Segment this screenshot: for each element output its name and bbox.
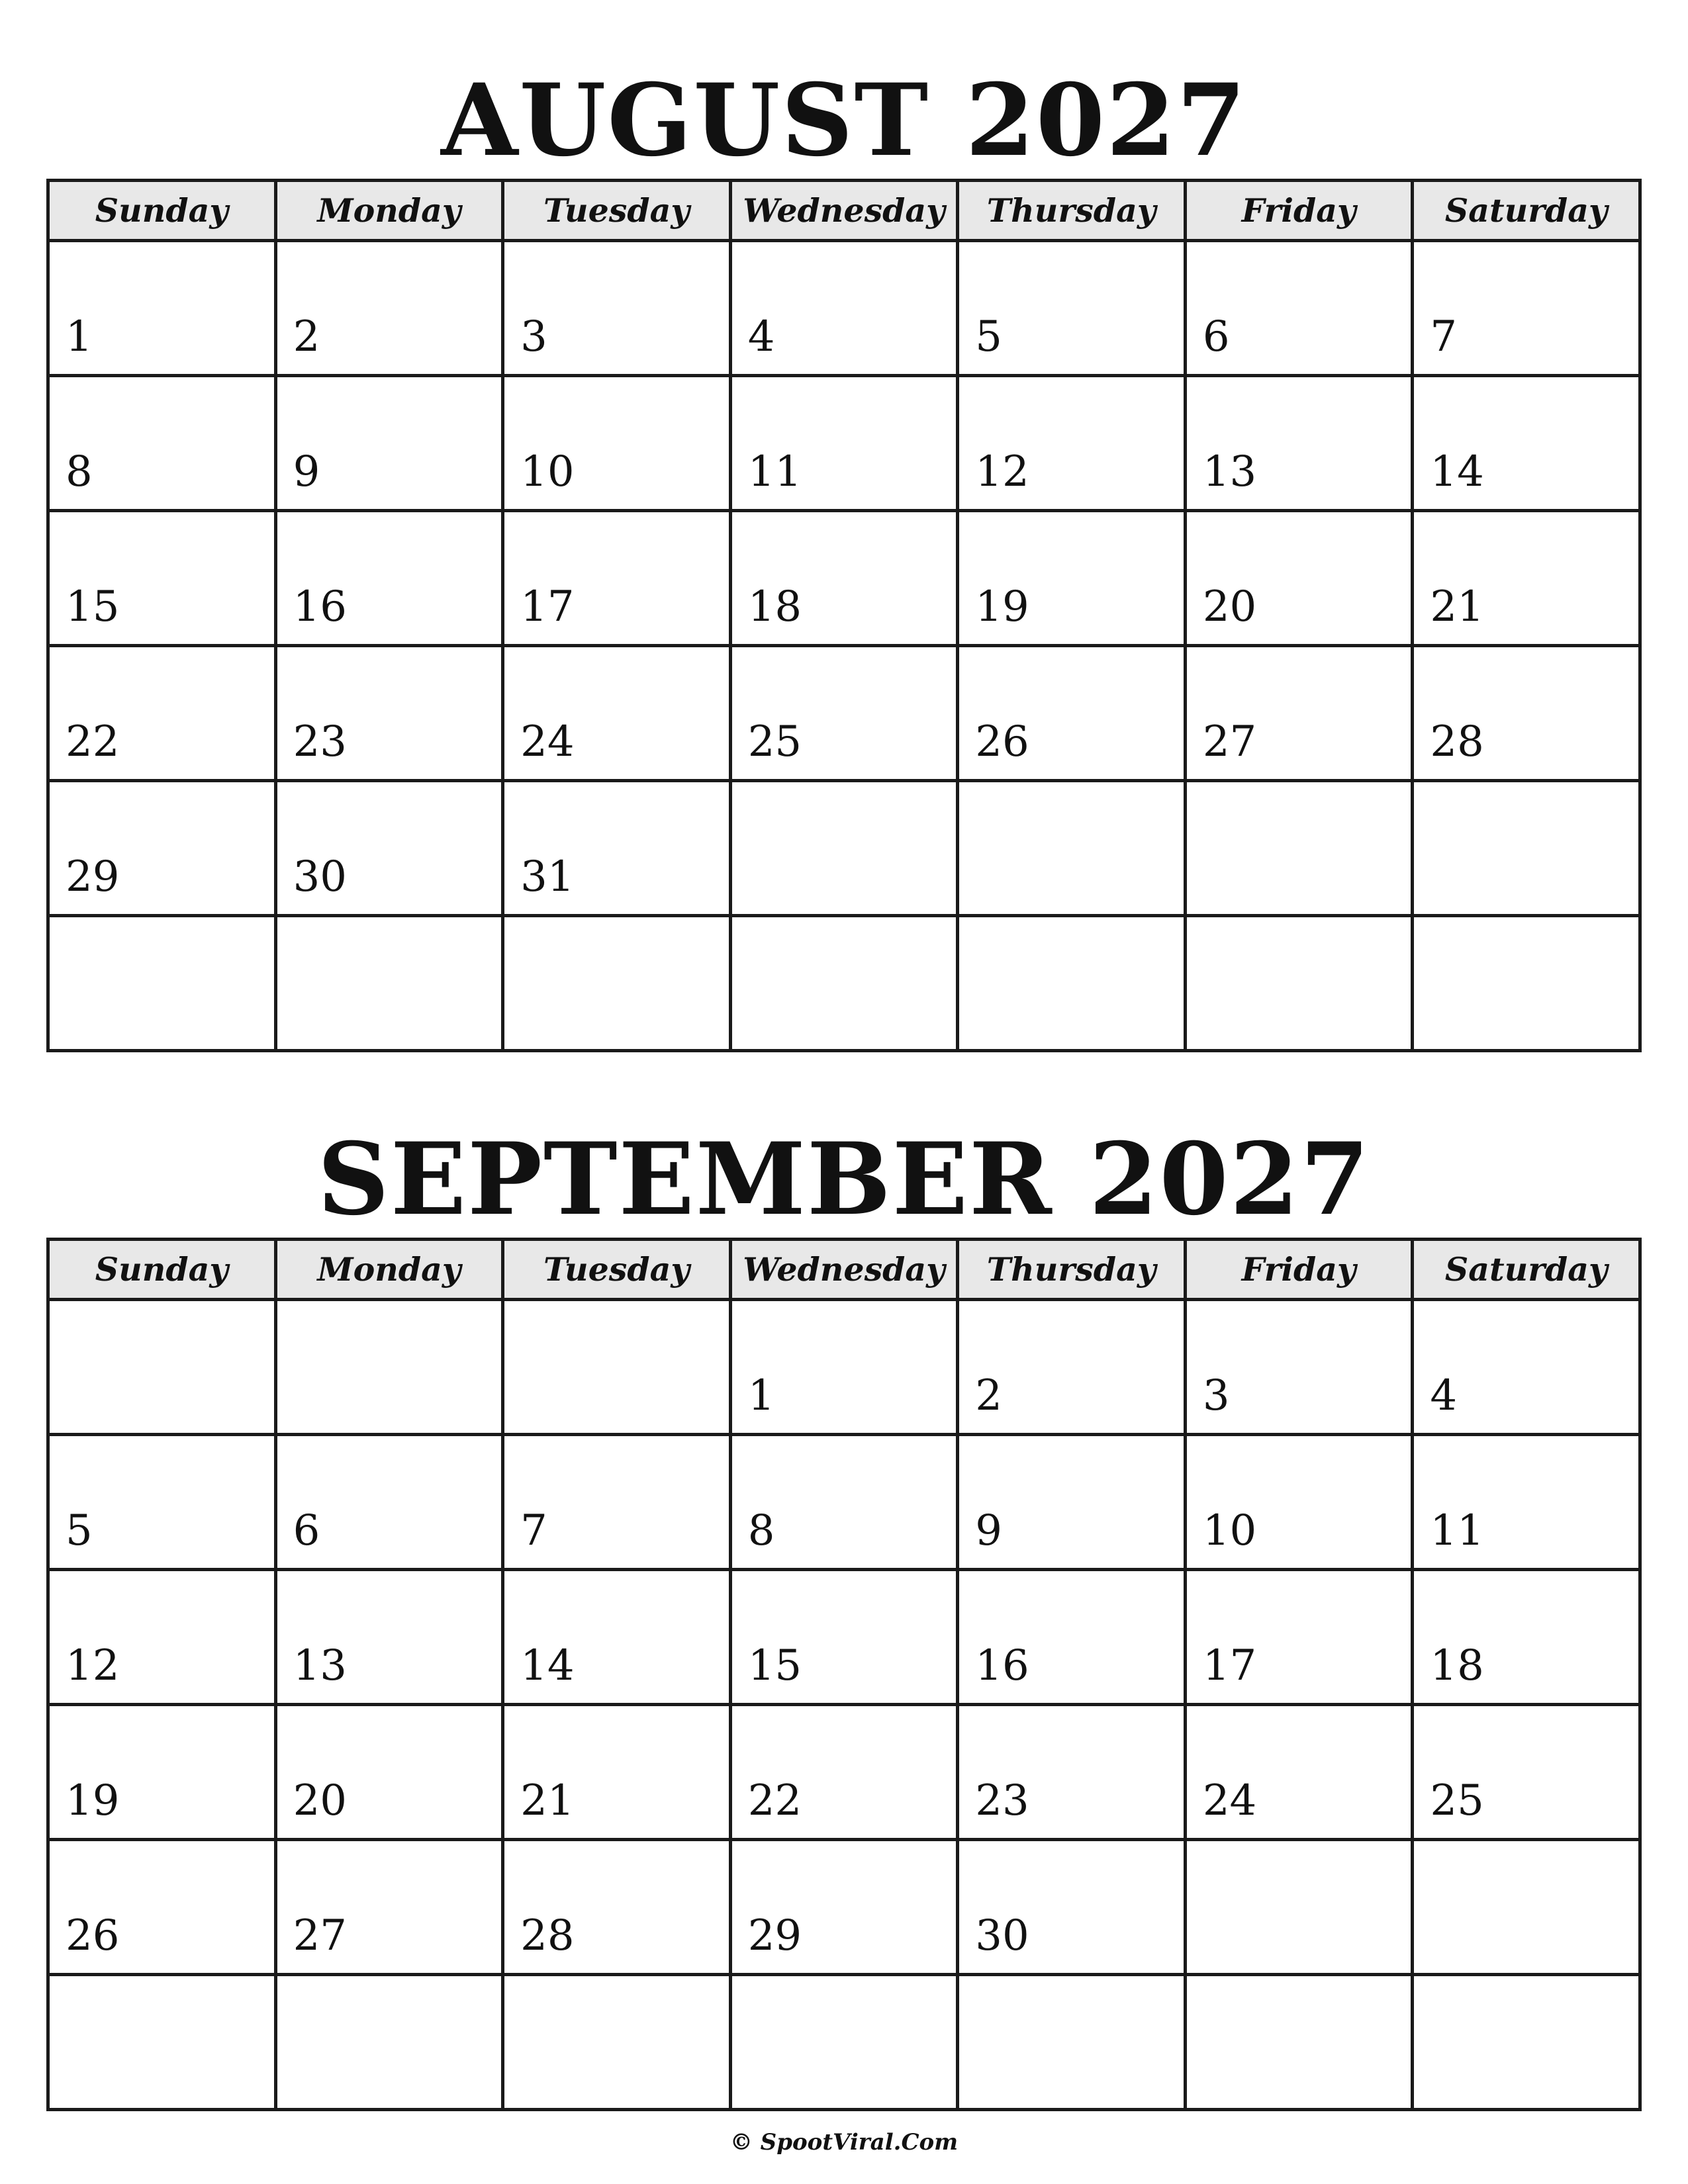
day-cell: [503, 916, 731, 1051]
day-number: 27: [293, 1911, 347, 1960]
day-number: 7: [520, 1506, 547, 1555]
month-title: AUGUST 2027: [441, 62, 1247, 179]
day-cell: [958, 1300, 1186, 1435]
day-cell: [48, 646, 276, 781]
day-number: 22: [66, 717, 120, 766]
day-cell: [48, 1300, 276, 1435]
day-number: 6: [293, 1506, 320, 1555]
day-cell: [730, 1570, 958, 1705]
day-number: [277, 2092, 502, 2108]
week-row: [48, 1975, 1640, 2110]
day-cell: [275, 1300, 503, 1435]
weeks: [48, 241, 1640, 1051]
day-number: 28: [1430, 717, 1484, 766]
day-number: 20: [293, 1776, 347, 1825]
day-cell: [48, 1570, 276, 1705]
weekday-header: Sunday: [48, 181, 276, 241]
day-cell: [1413, 241, 1640, 376]
day-number: 19: [975, 582, 1029, 631]
day-number: 28: [520, 1911, 575, 1960]
weekday-header: Tuesday: [503, 181, 731, 241]
day-cell: [1185, 781, 1413, 916]
day-cell: [958, 241, 1186, 376]
day-number: 30: [975, 1911, 1029, 1960]
day-cell: [958, 511, 1186, 646]
day-number: 2: [975, 1371, 1002, 1420]
weekday-header: Wednesday: [730, 1240, 958, 1300]
day-number: 3: [520, 312, 547, 361]
day-cell: [503, 376, 731, 511]
day-cell: [503, 1705, 731, 1840]
day-cell: [958, 1435, 1186, 1570]
day-number: [504, 1033, 729, 1049]
day-cell: [503, 1840, 731, 1975]
week-row: [48, 916, 1640, 1051]
day-cell: [958, 1705, 1186, 1840]
day-cell: [48, 1975, 276, 2110]
week-row: [48, 1705, 1640, 1840]
day-number: 4: [747, 312, 775, 361]
day-number: 22: [747, 1776, 802, 1825]
day-cell: [1185, 241, 1413, 376]
day-number: 3: [1202, 1371, 1230, 1420]
day-cell: [503, 1975, 731, 2110]
day-cell: [1413, 916, 1640, 1051]
day-number: [1414, 898, 1638, 914]
weekday-header: Saturday: [1413, 181, 1640, 241]
day-cell: [503, 241, 731, 376]
day-cell: [275, 1975, 503, 2110]
day-number: [1187, 1957, 1411, 1973]
day-cell: [1413, 1840, 1640, 1975]
day-cell: [275, 1840, 503, 1975]
week-row: [48, 1570, 1640, 1705]
day-cell: [730, 1840, 958, 1975]
day-cell: [275, 781, 503, 916]
day-number: 7: [1430, 312, 1458, 361]
day-cell: [1413, 376, 1640, 511]
day-cell: [48, 376, 276, 511]
week-row: [48, 781, 1640, 916]
day-number: 21: [520, 1776, 575, 1825]
week-row: [48, 511, 1640, 646]
day-number: 27: [1202, 717, 1257, 766]
day-cell: [1185, 1705, 1413, 1840]
day-cell: [958, 1570, 1186, 1705]
day-number: 12: [66, 1641, 120, 1690]
day-cell: [1413, 1705, 1640, 1840]
day-cell: [1185, 1975, 1413, 2110]
day-number: 12: [975, 447, 1029, 496]
day-cell: [503, 511, 731, 646]
day-cell: [275, 1570, 503, 1705]
day-number: 8: [66, 447, 93, 496]
day-number: [50, 2092, 274, 2108]
day-number: 16: [293, 582, 347, 631]
weekday-header-row: [48, 181, 1640, 241]
day-number: 13: [1202, 447, 1257, 496]
day-cell: [1413, 511, 1640, 646]
day-number: 5: [975, 312, 1002, 361]
day-number: [1187, 2092, 1411, 2108]
day-cell: [958, 781, 1186, 916]
weekday-header: Friday: [1185, 1240, 1413, 1300]
day-cell: [730, 916, 958, 1051]
day-number: [959, 2092, 1184, 2108]
day-cell: [1413, 1975, 1640, 2110]
day-number: 5: [66, 1506, 93, 1555]
day-cell: [1185, 1570, 1413, 1705]
day-number: [504, 2092, 729, 2108]
day-cell: [275, 916, 503, 1051]
day-cell: [1413, 1570, 1640, 1705]
day-number: 17: [1202, 1641, 1257, 1690]
day-number: [959, 1033, 1184, 1049]
weekday-header: Thursday: [958, 1240, 1186, 1300]
day-number: [1414, 1957, 1638, 1973]
weekday-header: Monday: [275, 181, 503, 241]
weekday-header: Saturday: [1413, 1240, 1640, 1300]
day-number: 16: [975, 1641, 1029, 1690]
day-cell: [275, 1435, 503, 1570]
day-cell: [275, 376, 503, 511]
day-number: 25: [1430, 1776, 1484, 1825]
day-number: 9: [293, 447, 320, 496]
day-cell: [958, 916, 1186, 1051]
weekday-header-row: [48, 1240, 1640, 1300]
day-number: [504, 1417, 729, 1433]
day-cell: [48, 1840, 276, 1975]
day-number: 1: [747, 1371, 775, 1420]
day-cell: [1413, 1435, 1640, 1570]
day-cell: [48, 916, 276, 1051]
day-cell: [1185, 511, 1413, 646]
weekday-header: Sunday: [48, 1240, 276, 1300]
day-number: [1414, 1033, 1638, 1049]
day-number: 11: [1430, 1506, 1484, 1555]
day-number: 14: [520, 1641, 575, 1690]
day-number: 6: [1202, 312, 1230, 361]
day-number: 9: [975, 1506, 1002, 1555]
day-number: 26: [975, 717, 1029, 766]
day-cell: [1185, 376, 1413, 511]
day-cell: [730, 376, 958, 511]
day-cell: [1413, 1300, 1640, 1435]
day-number: 15: [747, 1641, 802, 1690]
day-number: 14: [1430, 447, 1484, 496]
day-number: [50, 1417, 274, 1433]
day-number: 1: [66, 312, 93, 361]
day-number: 29: [66, 852, 120, 901]
day-number: 21: [1430, 582, 1484, 631]
day-number: 15: [66, 582, 120, 631]
day-cell: [48, 511, 276, 646]
day-number: 13: [293, 1641, 347, 1690]
month-september: [46, 1122, 1642, 2111]
week-row: [48, 646, 1640, 781]
weeks: [48, 1300, 1640, 2110]
day-number: 23: [975, 1776, 1029, 1825]
month-august: [46, 63, 1642, 1052]
day-number: [732, 2092, 957, 2108]
month-title: SEPTEMBER 2027: [317, 1121, 1371, 1238]
weekday-header: Monday: [275, 1240, 503, 1300]
weekday-header: Friday: [1185, 181, 1413, 241]
day-number: [277, 1033, 502, 1049]
week-row: [48, 376, 1640, 511]
day-number: 30: [293, 852, 347, 901]
day-cell: [48, 241, 276, 376]
day-cell: [730, 1705, 958, 1840]
week-row: [48, 1840, 1640, 1975]
day-cell: [275, 646, 503, 781]
day-number: [1414, 2092, 1638, 2108]
weekday-header: Wednesday: [730, 181, 958, 241]
day-cell: [1185, 1435, 1413, 1570]
day-number: 17: [520, 582, 575, 631]
day-cell: [958, 1975, 1186, 2110]
weekday-header: Thursday: [958, 181, 1186, 241]
day-cell: [48, 1705, 276, 1840]
day-number: 20: [1202, 582, 1257, 631]
copyright-footer: © SpootViral.Com: [729, 2129, 959, 2156]
day-number: 23: [293, 717, 347, 766]
day-cell: [958, 376, 1186, 511]
day-cell: [730, 241, 958, 376]
day-number: 24: [1202, 1776, 1257, 1825]
day-cell: [958, 646, 1186, 781]
day-number: 10: [520, 447, 575, 496]
day-number: 29: [747, 1911, 802, 1960]
day-cell: [730, 781, 958, 916]
day-cell: [1185, 646, 1413, 781]
day-number: 26: [66, 1911, 120, 1960]
day-number: 10: [1202, 1506, 1257, 1555]
calendar-grid: [46, 1238, 1642, 2111]
day-cell: [730, 1435, 958, 1570]
day-cell: [275, 241, 503, 376]
day-cell: [275, 511, 503, 646]
day-cell: [1413, 781, 1640, 916]
day-cell: [503, 1435, 731, 1570]
day-number: [1187, 1033, 1411, 1049]
day-cell: [730, 511, 958, 646]
day-number: 19: [66, 1776, 120, 1825]
day-number: 8: [747, 1506, 775, 1555]
day-cell: [503, 781, 731, 916]
day-number: 2: [293, 312, 320, 361]
day-cell: [503, 1570, 731, 1705]
day-number: [277, 1417, 502, 1433]
day-cell: [1185, 1840, 1413, 1975]
day-number: 25: [747, 717, 802, 766]
week-row: [48, 1300, 1640, 1435]
weekday-header: Tuesday: [503, 1240, 731, 1300]
day-cell: [1413, 646, 1640, 781]
week-row: [48, 1435, 1640, 1570]
day-number: 4: [1430, 1371, 1458, 1420]
day-cell: [503, 646, 731, 781]
day-cell: [1185, 1300, 1413, 1435]
day-number: [732, 898, 957, 914]
day-cell: [275, 1705, 503, 1840]
day-cell: [503, 1300, 731, 1435]
day-number: 31: [520, 852, 575, 901]
day-cell: [48, 781, 276, 916]
day-number: [1187, 898, 1411, 914]
day-number: 18: [1430, 1641, 1484, 1690]
week-row: [48, 241, 1640, 376]
day-cell: [1185, 916, 1413, 1051]
calendar-grid: [46, 179, 1642, 1052]
day-cell: [48, 1435, 276, 1570]
day-number: [959, 898, 1184, 914]
day-cell: [730, 646, 958, 781]
day-cell: [730, 1300, 958, 1435]
day-cell: [730, 1975, 958, 2110]
day-cell: [958, 1840, 1186, 1975]
day-number: 18: [747, 582, 802, 631]
day-number: [50, 1033, 274, 1049]
day-number: 24: [520, 717, 575, 766]
day-number: [732, 1033, 957, 1049]
day-number: 11: [747, 447, 802, 496]
